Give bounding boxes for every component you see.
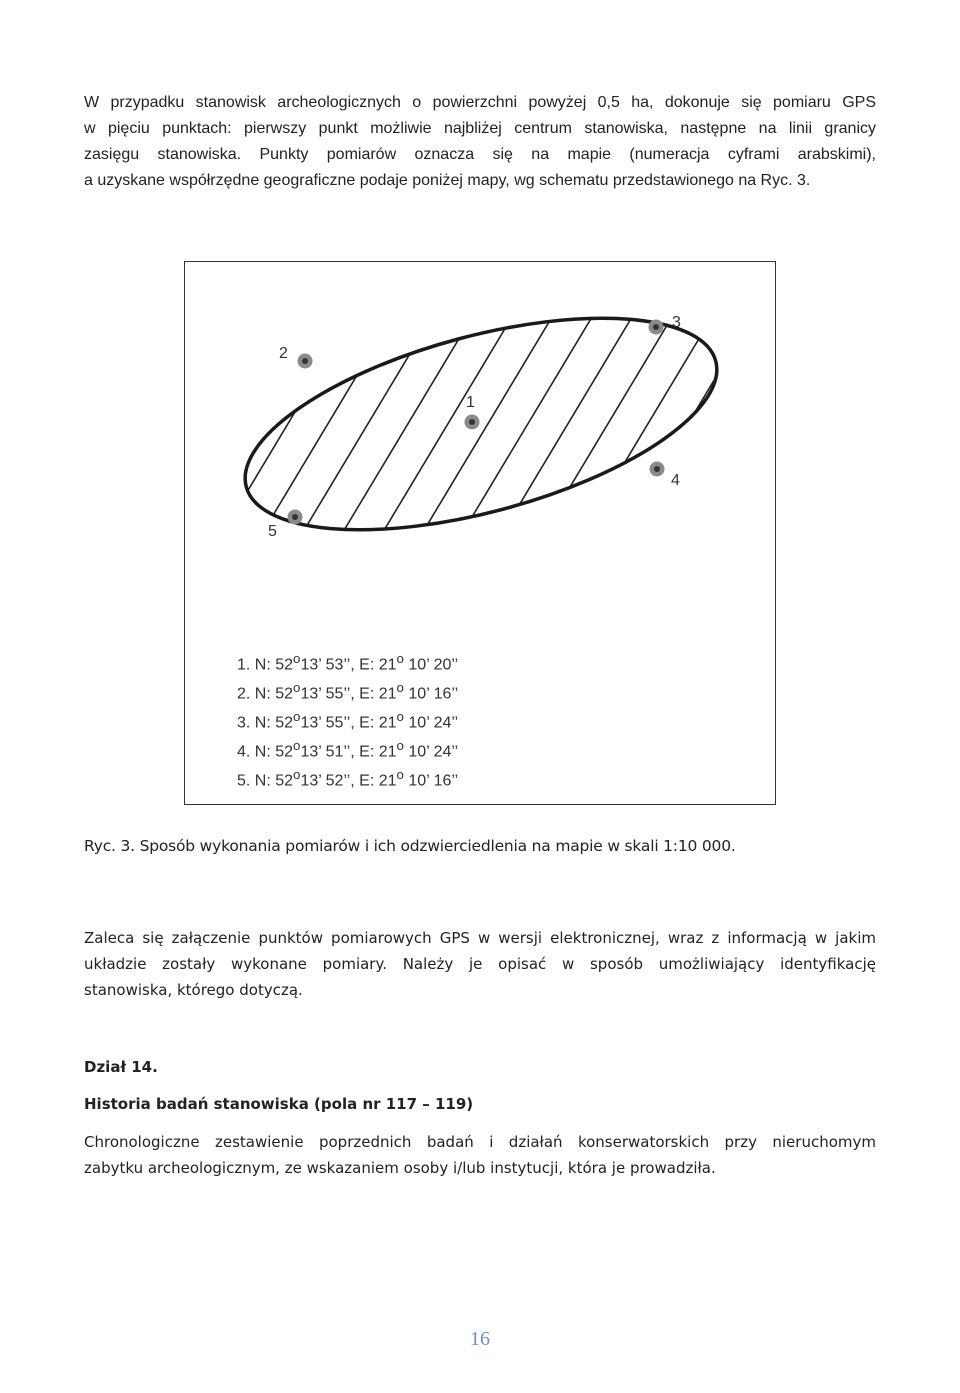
measurement-point-5 [288, 510, 303, 525]
section-line: zabytku archeologicznym, ze wskazaniem osoby i/lub instytucji, która je prowadziła. [84, 1159, 716, 1177]
site-boundary-ellipse [224, 276, 739, 572]
figure-caption: Ryc. 3. Sposób wykonania pomiarów i ich odzwierciedlenia na mapie w skali 1:10 000. [84, 837, 736, 855]
point-label-2: 2 [279, 345, 288, 362]
intro-line: zasięgu stanowiska. Punkty pomiarów oznacza się na mapie (numeracja cyframi arabskimi), [84, 146, 876, 163]
point-label-1: 1 [466, 394, 475, 411]
section-number: Dział 14. [84, 1058, 158, 1076]
coordinates-list [237, 644, 458, 789]
figure-diagram [184, 261, 776, 805]
recommendation-line: stanowiska, którego dotyczą. [84, 981, 303, 999]
intro-paragraph [84, 90, 876, 194]
point-label-3: 3 [672, 314, 681, 331]
measurement-point-1 [465, 415, 480, 430]
intro-line: a uzyskane współrzędne geograficzne podaje poniżej mapy, wg schematu przedstawionego na Ryc. 3. [84, 172, 811, 189]
coordinate-row: 5. N: 52$^o$13’ 52’’, E: 21$^o$ 10’ 16’’ [237, 767, 459, 790]
recommendation-line: układzie zostały wykonane pomiary. Należy je opisać w sposób umożliwiający identyfikację [84, 955, 876, 973]
section-title: Historia badań stanowiska (pola nr 117 – 119) [84, 1095, 474, 1113]
coordinate-row: 1. N: 52$^o$13’ 53’’, E: 21$^o$ 10’ 20’’ [237, 651, 459, 674]
page-number: 16 [470, 1328, 490, 1350]
intro-line: W przypadku stanowisk archeologicznych o powierzchni powyżej 0,5 ha, dokonuje się pomiaru GPS [84, 94, 876, 111]
recommendation-line: Zaleca się załączenie punktów pomiarowych GPS w wersji elektronicznej, wraz z informacją w jakim [84, 929, 876, 947]
measurement-point-2 [298, 354, 313, 369]
intro-line: w pięciu punktach: pierwszy punkt możliwie najbliżej centrum stanowiska, następne na linii granicy [84, 120, 876, 137]
coordinate-row: 3. N: 52$^o$13’ 55’’, E: 21$^o$ 10’ 24’’ [237, 709, 459, 732]
point-label-4: 4 [671, 472, 680, 489]
measurement-point-3 [649, 320, 664, 335]
section-paragraph [84, 1129, 876, 1181]
recommendation-paragraph [84, 925, 876, 1003]
measurement-point-4 [650, 462, 665, 477]
coordinate-row: 4. N: 52$^o$13’ 51’’, E: 21$^o$ 10’ 24’’ [237, 738, 459, 761]
coordinate-row: 2. N: 52$^o$13’ 55’’, E: 21$^o$ 10’ 16’’ [237, 680, 459, 703]
point-label-5: 5 [268, 523, 277, 540]
section-line: Chronologiczne zestawienie poprzednich badań i działań konserwatorskich przy nieruchomym [84, 1133, 876, 1151]
